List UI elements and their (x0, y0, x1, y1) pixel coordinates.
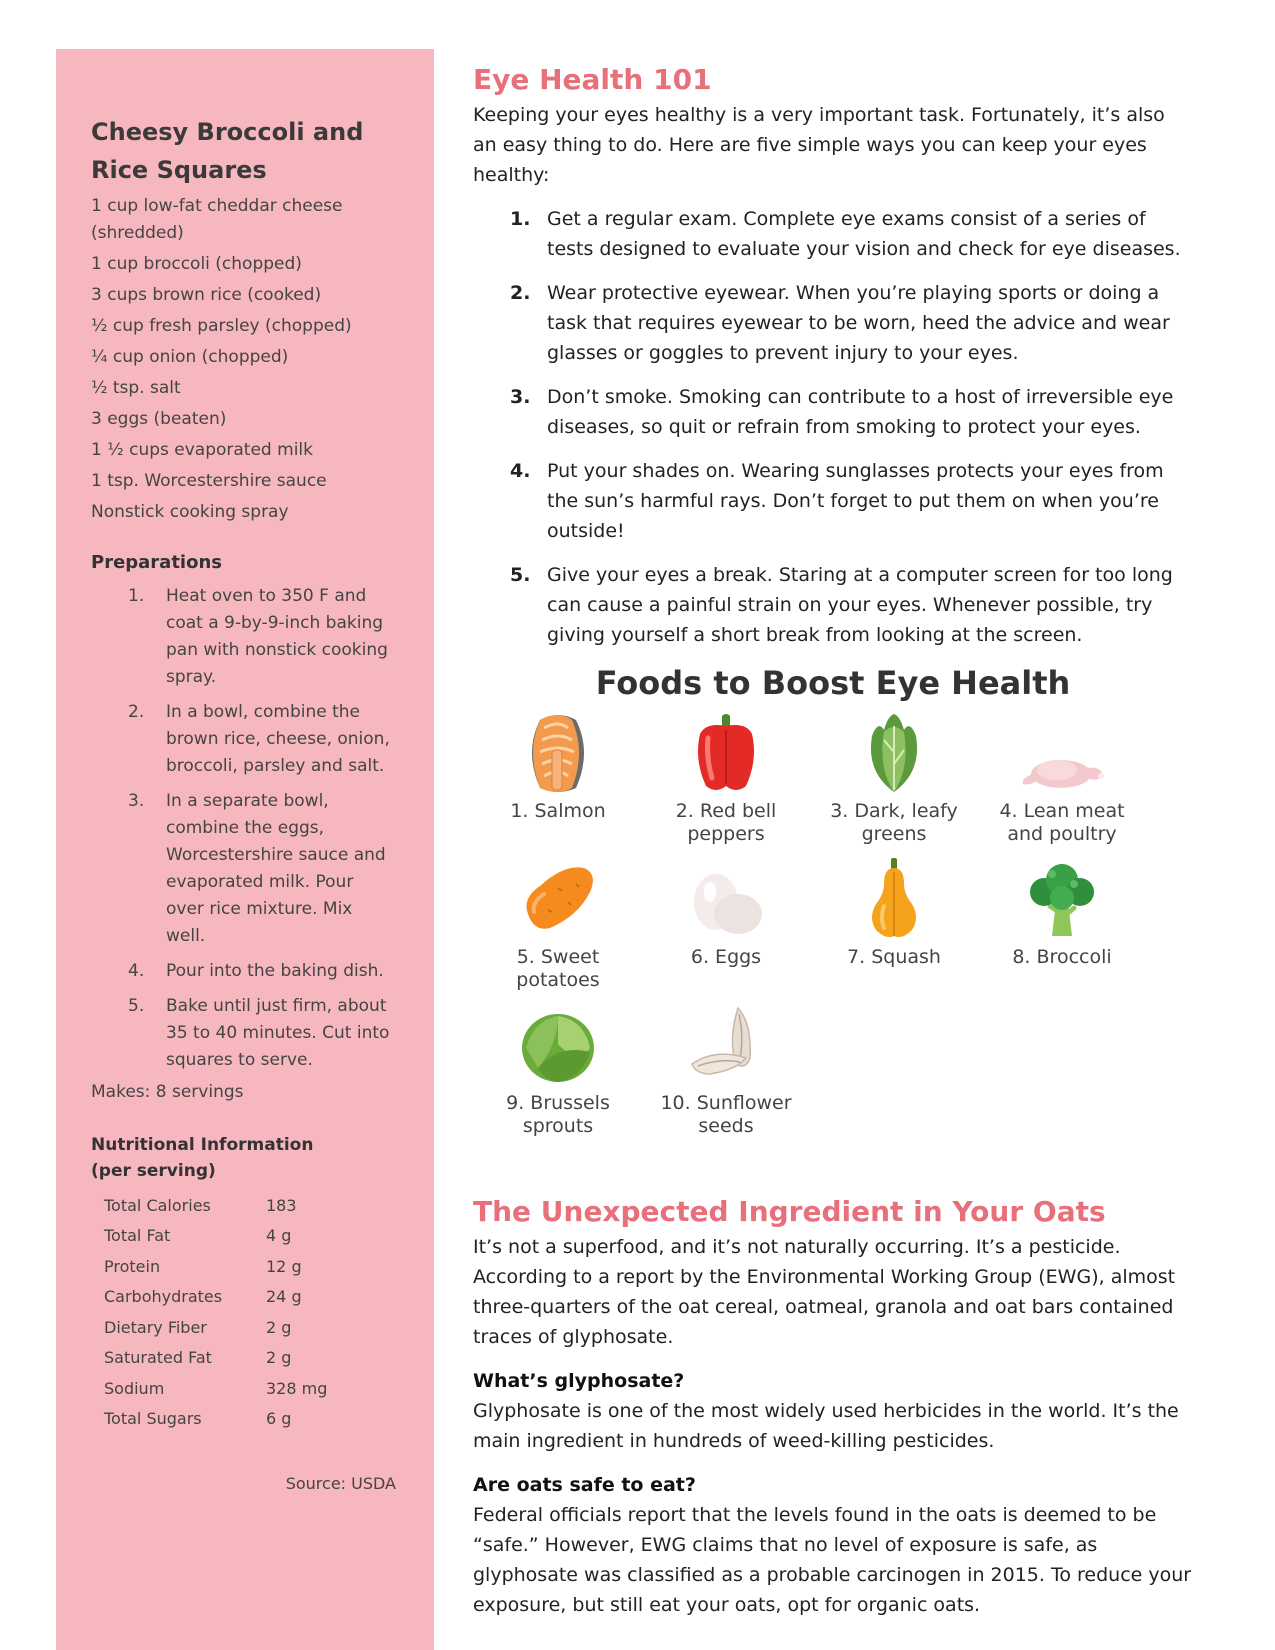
nutrient-value: 24 g (266, 1287, 302, 1307)
food-item (473, 712, 643, 823)
preparations-heading: Preparations (91, 552, 223, 573)
food-caption-line1: 8. Broccoli (1012, 946, 1112, 968)
broccoli-icon (1022, 858, 1102, 940)
food-caption (473, 946, 643, 992)
nutrient-label: Dietary Fiber (104, 1317, 207, 1337)
nutrition-row (104, 1251, 327, 1282)
food-caption-line1: 5. Sweet (516, 946, 600, 968)
food-item (473, 858, 643, 992)
nutrition-table (104, 1190, 327, 1434)
tip-number: 3. (510, 386, 531, 408)
tip-item (473, 204, 1193, 264)
tip-text: Don’t smoke. Smoking can contribute to a host of irreversible eye diseases, so quit or refrain from smoking to protect your eyes. (547, 386, 1174, 438)
step-number: 1. (128, 586, 145, 606)
eye-health-intro: Keeping your eyes healthy is a very important task. Fortunately, it’s also an easy thing to do. Here are five simple ways you can keep your eyes healthy: (473, 104, 1165, 186)
nutrient-label: Total Calories (104, 1195, 211, 1215)
tip-text: Put your shades on. Wearing sunglasses protects your eyes from the sun’s harmful rays. Don’t forget to put them on when you’re outside! (547, 460, 1164, 542)
food-caption (641, 946, 811, 969)
nutrition-row (104, 1404, 327, 1435)
nutrient-label: Total Fat (104, 1226, 171, 1246)
nutrient-value: 12 g (266, 1256, 302, 1276)
nutrient-value: 183 (266, 1195, 297, 1215)
step-text: In a bowl, combine the brown rice, cheese, onion, broccoli, parsley and salt. (166, 702, 390, 776)
ingredient-item: 1 tsp. Worcestershire sauce (91, 471, 327, 491)
food-caption (473, 800, 643, 823)
food-item (641, 1004, 811, 1138)
main-column (473, 60, 1193, 1620)
salmon-icon (518, 712, 598, 794)
eye-tips-list (473, 204, 1193, 650)
step-number: 4. (128, 961, 145, 981)
nutrition-heading: Nutritional Information (per serving) (91, 1135, 314, 1181)
food-item (473, 1004, 643, 1138)
nutrient-value: 6 g (266, 1409, 292, 1429)
step-item (91, 788, 400, 950)
sunflower-seeds-icon (686, 1004, 766, 1086)
food-item (641, 712, 811, 846)
food-item (809, 858, 979, 969)
nutrient-value: 2 g (266, 1317, 292, 1337)
step-item (91, 993, 400, 1074)
brussels-sprouts-icon (518, 1004, 598, 1086)
food-item (641, 858, 811, 969)
recipe-sidebar (56, 49, 434, 1650)
step-item (91, 958, 400, 985)
tip-item (473, 560, 1193, 650)
source-note: Source: USDA (285, 1474, 396, 1493)
step-item (91, 583, 400, 691)
nutrient-label: Total Sugars (104, 1409, 202, 1429)
food-item (809, 712, 979, 846)
recipe-title: Cheesy Broccoli and Rice Squares (91, 118, 364, 184)
food-caption-line1: 9. Brussels (506, 1092, 610, 1114)
food-caption-line2: potatoes (516, 969, 600, 991)
food-item (977, 858, 1147, 969)
nutrient-value: 2 g (266, 1348, 292, 1368)
ingredient-list (91, 193, 400, 526)
oats-title: The Unexpected Ingredient in Your Oats (473, 1195, 1106, 1228)
ingredient-item: 1 cup broccoli (chopped) (91, 254, 302, 274)
food-caption-line2: sprouts (522, 1115, 594, 1137)
step-item (91, 699, 400, 780)
step-text: In a separate bowl, combine the eggs, Worcestershire sauce and evaporated milk. Pour over rice mixture. Mix well. (166, 791, 386, 946)
oats-intro: It’s not a superfood, and it’s not naturally occurring. It’s a pesticide. According to a report by the Environmental Working Group (EWG), almost three-quarters of the oat cereal, oatmeal, granola and oat bars contained traces of glyphosate. (473, 1236, 1176, 1348)
tip-item (473, 278, 1193, 368)
ingredient-item: ½ cup fresh parsley (chopped) (91, 316, 352, 336)
food-caption-line1: 1. Salmon (510, 800, 606, 822)
step-text: Heat oven to 350 F and coat a 9-by-9-inch baking pan with nonstick cooking spray. (166, 586, 388, 687)
ingredient-item: 1 ½ cups evaporated milk (91, 440, 313, 460)
step-number: 3. (128, 791, 145, 811)
ingredient-item: 3 eggs (beaten) (91, 409, 227, 429)
food-caption-line1: 7. Squash (847, 946, 941, 968)
food-caption-line1: 4. Lean meat (999, 800, 1125, 822)
glyphosate-question: What’s glyphosate? (473, 1370, 685, 1392)
eggs-icon (686, 858, 766, 940)
preparation-steps (91, 583, 400, 1074)
squash-icon (854, 858, 934, 940)
foods-title: Foods to Boost Eye Health (595, 664, 1071, 702)
sweet-potato-icon (518, 858, 598, 940)
food-caption-line2: and poultry (1007, 823, 1117, 845)
tip-text: Give your eyes a break. Staring at a computer screen for too long can cause a painful strain on your eyes. Whenever possible, try giving yourself a short break from looking at the screen. (547, 564, 1173, 646)
food-caption-line1: 10. Sunflower (660, 1092, 792, 1114)
tip-text: Wear protective eyewear. When you’re playing sports or doing a task that requires eyewear to be worn, heed the advice and wear glasses or goggles to prevent injury to your eyes. (547, 282, 1170, 364)
step-number: 5. (128, 996, 145, 1016)
nutrition-row (104, 1190, 327, 1221)
servings-note: Makes: 8 servings (91, 1082, 244, 1102)
food-caption (473, 1092, 643, 1138)
nutrient-label: Saturated Fat (104, 1348, 212, 1368)
food-caption (809, 946, 979, 969)
food-caption (809, 800, 979, 846)
food-caption-line2: seeds (698, 1115, 754, 1137)
nutrition-row (104, 1282, 327, 1313)
nutrition-row (104, 1343, 327, 1374)
food-caption (977, 946, 1147, 969)
glyphosate-answer: Glyphosate is one of the most widely used herbicides in the world. It’s the main ingredient in hundreds of weed-killing pesticides. (473, 1400, 1179, 1452)
poultry-icon (1017, 712, 1107, 794)
food-item (977, 712, 1147, 846)
food-caption (977, 800, 1147, 846)
nutrient-label: Carbohydrates (104, 1287, 223, 1307)
tip-text: Get a regular exam. Complete eye exams consist of a series of tests designed to evaluate your vision and check for eye diseases. (547, 208, 1181, 260)
nutrition-row (104, 1373, 327, 1404)
tip-number: 1. (510, 208, 531, 230)
nutrition-row (104, 1221, 327, 1252)
eye-health-title: Eye Health 101 (473, 63, 712, 96)
food-caption-line2: greens (861, 823, 927, 845)
tip-number: 4. (510, 460, 531, 482)
step-text: Bake until just firm, about 35 to 40 minutes. Cut into squares to serve. (166, 996, 390, 1070)
tip-item (473, 456, 1193, 546)
food-caption-line1: 3. Dark, leafy (830, 800, 958, 822)
oats-safety-question: Are oats safe to eat? (473, 1474, 696, 1496)
tip-number: 5. (510, 564, 531, 586)
food-caption (641, 1092, 811, 1138)
food-caption-line1: 2. Red bell (675, 800, 777, 822)
ingredient-item: 1 cup low-fat cheddar cheese (shredded) (91, 196, 343, 243)
nutrient-label: Protein (104, 1256, 161, 1276)
red-pepper-icon (686, 712, 766, 794)
foods-grid (473, 712, 1193, 1192)
ingredient-item: 3 cups brown rice (cooked) (91, 285, 322, 305)
food-caption-line2: peppers (687, 823, 765, 845)
nutrient-value: 328 mg (266, 1378, 328, 1398)
oats-safety-answer: Federal officials report that the levels found in the oats is deemed to be “safe.” However, EWG claims that no level of exposure is safe, as glyphosate was classified as a probable carcinogen in 2015. To reduce your exposure, but still eat your oats, opt for organic oats. (473, 1504, 1192, 1616)
ingredient-item: ¼ cup onion (chopped) (91, 347, 289, 367)
nutrition-row (104, 1312, 327, 1343)
nutrient-value: 4 g (266, 1226, 292, 1246)
food-caption-line1: 6. Eggs (690, 946, 762, 968)
step-text: Pour into the baking dish. (166, 961, 384, 981)
food-caption (641, 800, 811, 846)
step-number: 2. (128, 702, 145, 722)
leafy-greens-icon (854, 712, 934, 794)
tip-number: 2. (510, 282, 531, 304)
ingredient-item: ½ tsp. salt (91, 378, 181, 398)
nutrient-label: Sodium (104, 1378, 165, 1398)
ingredient-item: Nonstick cooking spray (91, 502, 289, 522)
tip-item (473, 382, 1193, 442)
